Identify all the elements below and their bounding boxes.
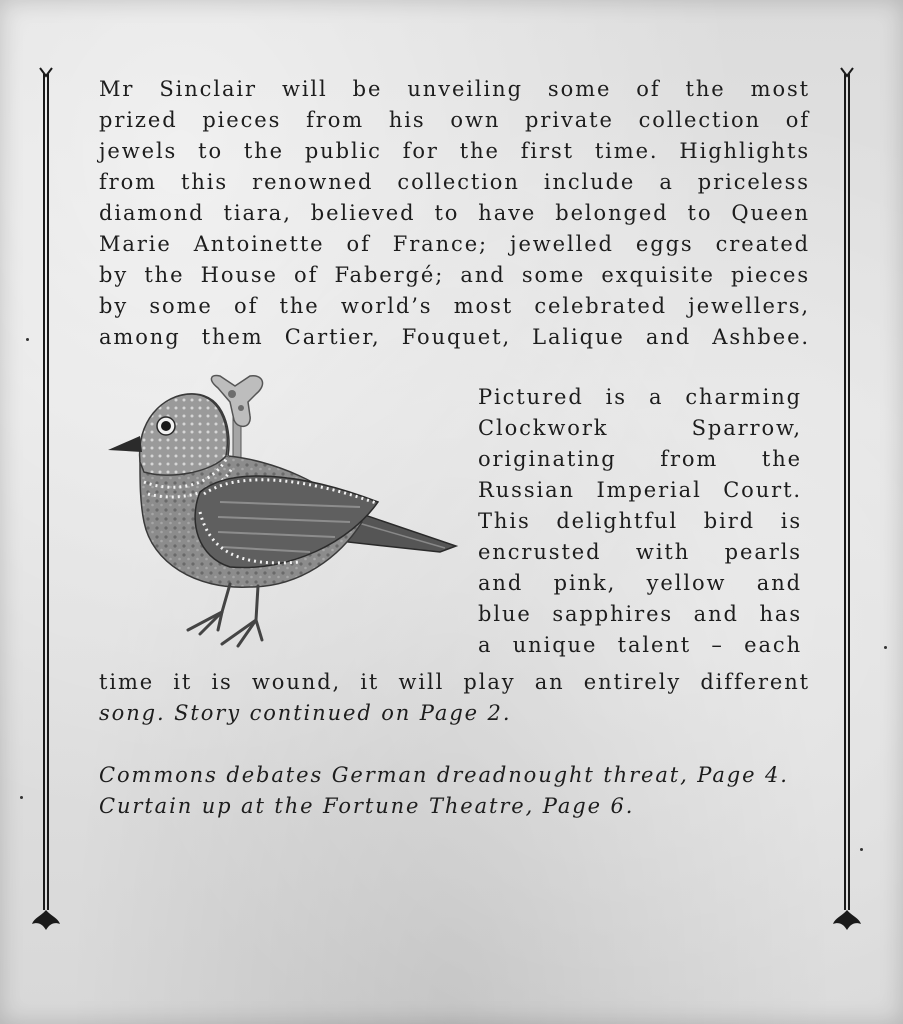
caption-line: This delightful bird is	[478, 509, 802, 533]
continuation-line: time it is wound, it will play an entirely different	[99, 670, 810, 694]
article-line: Marie Antoinette of France; jewelled eggs created	[99, 232, 810, 256]
article-line: jewels to the public for the first time. Highlights	[99, 139, 810, 163]
caption-line: originating from the	[478, 447, 802, 471]
illustration-caption	[478, 382, 802, 661]
article-line: by some of the world’s most celebrated jewellers,	[99, 294, 810, 318]
page-references	[99, 760, 810, 822]
caption-line: blue sapphires and has	[478, 602, 802, 626]
article-line: among them Cartier, Fouquet, Lalique and Ashbee.	[99, 325, 810, 349]
reference-fortune-theatre: Curtain up at the Fortune Theatre, Page 6.	[99, 794, 635, 818]
article-line: by the House of Fabergé; and some exquisite pieces	[99, 263, 810, 287]
paper-speck	[26, 338, 29, 341]
caption-line: Russian Imperial Court.	[478, 478, 802, 502]
article-line: from this renowned collection include a priceless	[99, 170, 810, 194]
caption-line: a unique talent – each	[478, 633, 802, 657]
caption-line: Clockwork Sparrow,	[478, 416, 802, 440]
paper-speck	[860, 848, 863, 851]
clockwork-sparrow-illustration	[100, 372, 465, 662]
reference-commons-debate: Commons debates German dreadnought threat, Page 4.	[99, 763, 789, 787]
paper-speck	[884, 646, 887, 649]
article-line: diamond tiara, believed to have belonged to Queen	[99, 201, 810, 225]
caption-line: Pictured is a charming	[478, 385, 802, 409]
article-line: Mr Sinclair will be unveiling some of the most	[99, 77, 810, 101]
caption-line: encrusted with pearls	[478, 540, 802, 564]
article-line: prized pieces from his own private collection of	[99, 108, 810, 132]
left-border-rule	[31, 64, 61, 936]
article-intro-paragraph	[99, 74, 810, 353]
caption-line: and pink, yellow and	[478, 571, 802, 595]
article-continuation	[99, 667, 810, 729]
paper-speck	[20, 796, 23, 799]
story-continued-note: song. Story continued on Page 2.	[99, 701, 512, 725]
right-border-rule	[832, 64, 862, 936]
